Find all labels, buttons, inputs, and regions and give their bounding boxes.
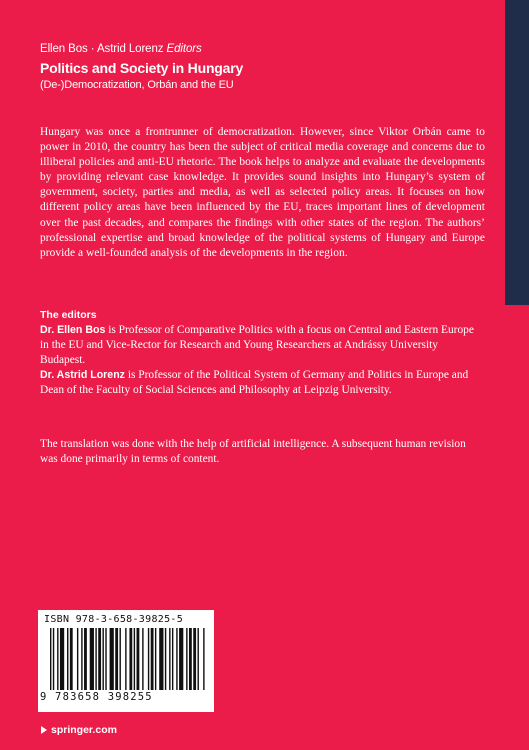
isbn-label: ISBN 978-3-658-39825-5 [44, 614, 184, 625]
barcode-bars [50, 628, 206, 690]
book-description: Hungary was once a frontrunner of democratization. However, since Viktor Orbán came to power in 2010, the country has been the subject of critical media coverage and concerns due to illiberal policies and anti-EU rhetoric. The book helps to analyze and evaluate the developments by providing relevant case knowledge. It provides sound insights into Hungary’s system of government, society, parties and media, as well as selected policy areas. It focuses on how different policy areas have been influenced by the EU, traces important lines of development over the past decades, and compares the findings with other states of the region. The authors’ professional expertise and broad knowledge of the political systems of Hungary and Europe provide a well-founded analysis of the developments in the region. [40, 126, 485, 259]
ean-digits: 9 783658 398255 [40, 691, 153, 703]
editor-name: Dr. Astrid Lorenz [40, 369, 125, 382]
editor-bio: is Professor of the Political System of Germany and Politics in Europe and Dean of the Faculty of Social Sciences and Philosophy at Leipzig University. [40, 369, 469, 397]
editors-section [40, 308, 485, 398]
editor-entry-lorenz [40, 368, 485, 398]
book-subtitle: (De-)Democratization, Orbán and the EU [40, 79, 234, 91]
publisher-link[interactable] [40, 724, 117, 736]
publisher-url: springer.com [51, 724, 117, 736]
editors-heading: The editors [40, 309, 97, 321]
editor-bio: is Professor of Comparative Politics with a focus on Central and Eastern Europe in the EU and Vice-Rector for Research and Young Researchers at Andrássy University Budapest. [40, 324, 474, 367]
arrow-right-icon [40, 726, 48, 734]
editor-entry-bos [40, 323, 485, 368]
navy-edge-bar [505, 0, 529, 305]
authors-line [40, 42, 480, 56]
translation-note: The translation was done with the help of artificial intelligence. A subsequent human revision was done primarily in terms of content. [40, 438, 466, 466]
cover-header [40, 42, 480, 92]
author-names: Ellen Bos · Astrid Lorenz [40, 43, 164, 55]
editor-name: Dr. Ellen Bos [40, 324, 106, 336]
editors-role: Editors [166, 43, 202, 55]
book-title: Politics and Society in Hungary [40, 60, 244, 76]
